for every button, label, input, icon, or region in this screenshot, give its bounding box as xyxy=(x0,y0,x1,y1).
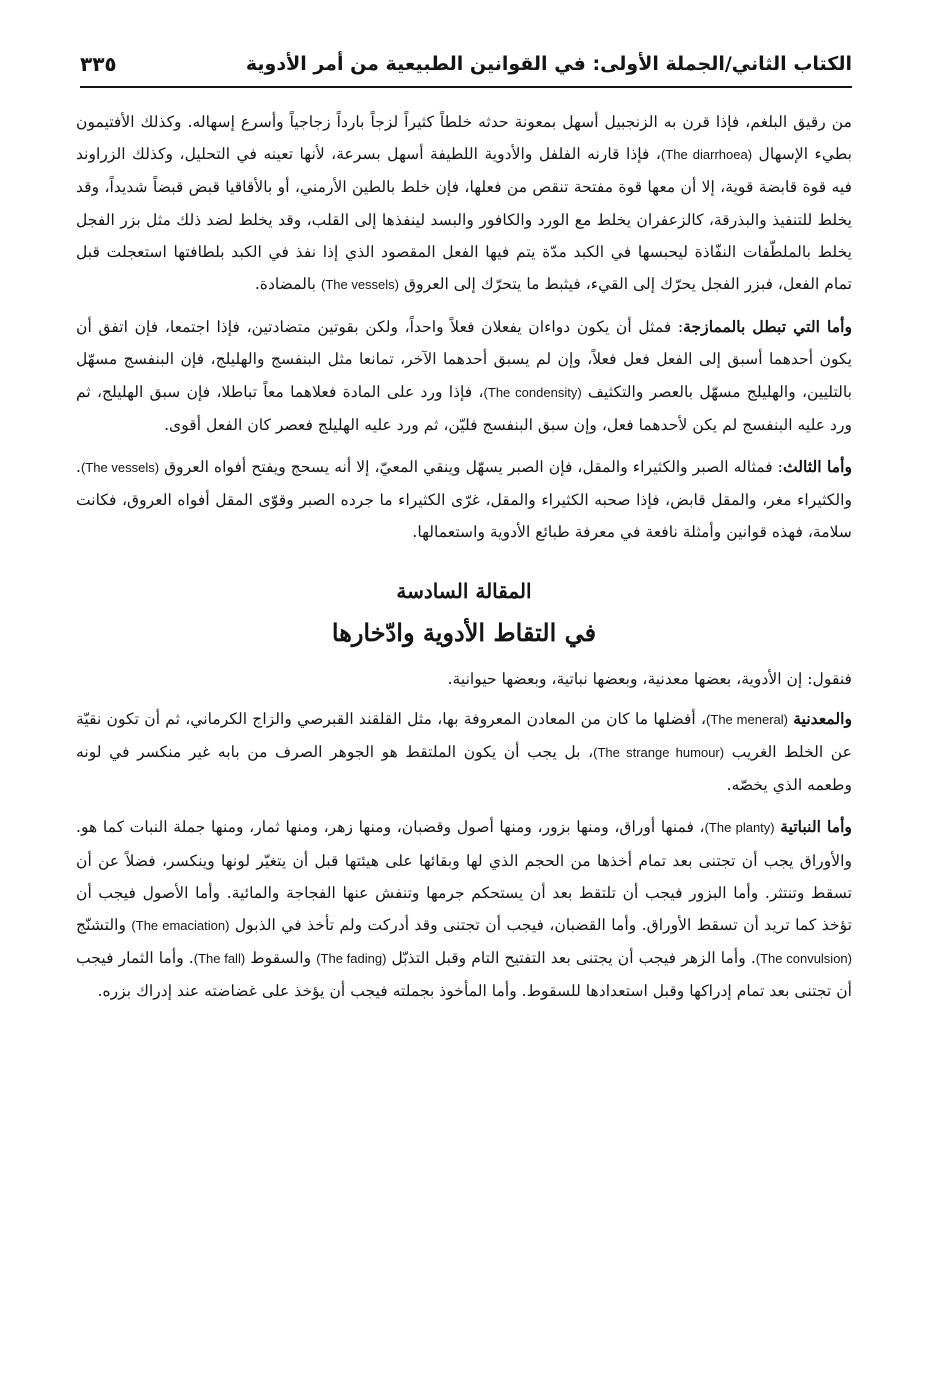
lead-term: والمعدنية xyxy=(793,708,852,728)
english-gloss: (The emaciation) xyxy=(131,918,230,934)
english-gloss: (The diarrhoea) xyxy=(660,147,753,163)
page-number: ٣٣٥ xyxy=(80,52,117,76)
english-gloss: (The convulsion) xyxy=(755,951,852,967)
english-gloss: (The strange humour) xyxy=(593,745,725,761)
text-run: ، فإذا قارنه الفلفل والأدوية اللطيفة أسهل بسرعة، لأنها تعينه في التحليل، وكذلك الزراوند فيه قوة قابضة قوية، إلا أن معها قوة مفتحة تنقص من فعلها، فإن خلط بالطين الأرمني، أو بالأقاقيا قبض قبضاً شديداً، وقد يخلط للتنفيذ والبذرقة، كالزعفران يخلط مع الورد والكافور والبسد لينفذها إلى القلب، وقد يخلط لضد ذلك مثل بزر الفجل يخلط بالملطّفات النفّاذة ليحبسها في الكبد مدّة يتم فيها الفعل المقصود الذي إذا نفذ في الكبد بلطافتها استعجلت قبل تمام الفعل، فبزر الفجل يحرّك إلى القيء، فيثبط ما يتحرّك إلى العروق xyxy=(76,145,852,294)
paragraph-1 xyxy=(76,106,852,301)
text-run: ، فمنها أوراق، ومنها بزور، ومنها أصول وقضبان، ومنها زهر، ومنها ثمار، ومنها جملة النبات كما هو. والأوراق يجب أن تجتنى بعد تمام أخذها من الحجم الذي لها وبقائها على هيئتها قبل أن يتغيّر لونها وينكسر، فضلاً عن أن تسقط وتنتثر. وأما البزور فيجب أن تلتقط بعد أن يستحكم جرمها وتنفش عنها الفجاجة والمائية. وأما الأصول فيجب أن تؤخذ كما تريد أن تسقط الأوراق. وأما القضبان، فيجب أن تجتنى وقد أدركت ولم تأخذ في الذبول xyxy=(76,818,852,935)
paragraph-3 xyxy=(76,451,852,549)
section-heading xyxy=(76,571,852,655)
text-run: . وأما الزهر فيجب أن يجتنى بعد التفتيح التام وقبل التذبّل xyxy=(391,949,756,968)
english-gloss: (The meneral) xyxy=(706,711,788,727)
text-run: ، فإذا ورد على المادة فعلاهما معاً تباطلا، فإن سبق الهليلج، ثم ورد عليه البنفسج لم يكن لأحدهما فعل، وإن سبق البنفسج فليّن، ثم ورد عليه الهليلج فعصر كان الفعل أقوى. xyxy=(76,382,852,434)
paragraph-4: فنقول: إن الأدوية، بعضها معدنية، وبعضها نباتية، وبعضها حيوانية. xyxy=(447,669,852,688)
text-run: ، أفضلها ما كان من المعادن المعروفة بها، مثل القلقند القبرصي والزاج الكرماني، ثم أن تكون نقيّة عن الخلط الغريب xyxy=(76,709,852,762)
text-run: من رقيق البلغم، فإذا قرن به الزنجبيل أسهل بمعونة حدثه خلطاً كثيراً لزجاً بارداً زجاجياً وأسرع إسهاله. وكذلك الأفتيمون بطيء الإسهال xyxy=(76,113,852,164)
section-title: المقالة السادسة xyxy=(396,578,532,603)
text-run: والسقوط xyxy=(250,949,317,968)
paragraph-5 xyxy=(76,703,852,802)
lead-term: وأما الثالث xyxy=(782,457,852,477)
english-gloss: (The vessels) xyxy=(80,460,160,476)
text-run: : فمثل أن يكون دواءان يفعلان فعلاً واحداً، ولكن بقوتين متضادتين، فإذا اجتمعا، فإن اتفق أن يكون أحدهما أسبق إلى الفعل فعل فعلاً، وإن لم يسبق أحدهما الآخر، تمانعا مثل البنفسج والهليلج، فإن البنفسج مسهّل بالتليين، والهليلج مسهّل بالعصر والتكثيف xyxy=(76,318,853,401)
text-run: : فمثاله الصبر والكثيراء والمقل، فإن الصبر يسهّل وينقي المعيّ، إلا أنه يسحج ويفتح أفواه العروق xyxy=(164,458,783,477)
english-gloss: (The fading) xyxy=(316,951,387,967)
paragraph-6 xyxy=(76,811,852,1007)
paragraph-2 xyxy=(76,311,852,441)
english-gloss: (The fall) xyxy=(193,951,246,967)
text-run: والتشنّج xyxy=(76,916,132,935)
english-gloss: (The planty) xyxy=(704,820,775,836)
text-run: ، بل يجب أن يكون الملتقط هو الجوهر الصرف من بابه غير منكسر في لونه وطعمه الذي يخصّه. xyxy=(76,743,852,795)
text-run: بالمضادة. xyxy=(254,275,321,294)
english-gloss: (The condensity) xyxy=(483,384,582,400)
running-head xyxy=(80,42,852,88)
lead-term: وأما النباتية xyxy=(780,817,852,837)
text-run: . وأما الثمار فيجب أن تجتنى بعد تمام إدراكها وقبل استعدادها للسقوط. وأما المأخوذ بجملته فيجب أن يؤخذ على غضاضته عند إدراك بزره. xyxy=(76,949,852,1001)
lead-term: وأما التي تبطل بالممازجة xyxy=(683,317,852,337)
section-subtitle: في التقاط الأدوية وادّخارها xyxy=(331,617,597,647)
running-title: الكتاب الثاني/الجملة الأولى: في القوانين الطبيعية من أمر الأدوية xyxy=(245,53,852,75)
text-run: . والكثيراء مغر، والمقل قابض، فإذا صحبه الكثيراء والمقل، غرّى الكثيراء ما جرده الصبر وقوّى المقل أفواه العروق، فكانت سلامة، فهذه قوانين وأمثلة نافعة في معرفة طبائع الأدوية واستعمالها. xyxy=(76,458,852,542)
english-gloss: (The vessels) xyxy=(320,277,400,293)
body-text xyxy=(76,106,852,1018)
